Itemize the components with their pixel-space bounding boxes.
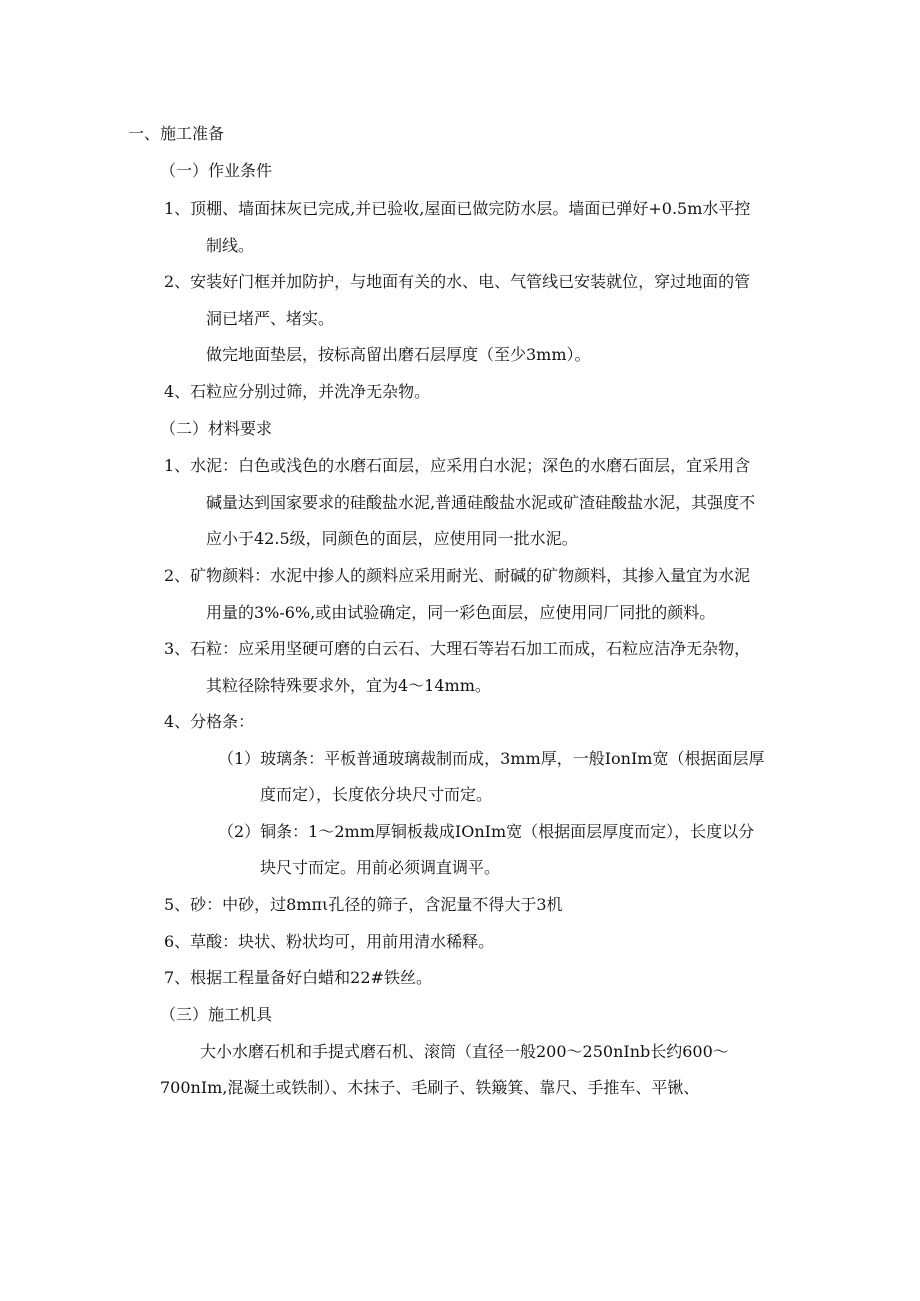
paragraph-line: 1、顶棚、墙面抹灰已完成,并已验收,屋面已做完防水层。墙面已弹好+0.5m水平控	[164, 199, 751, 218]
paragraph-line: 2、矿物颜料：水泥中掺人的颜料应采用耐光、耐碱的矿物颜料，其掺入量宜为水泥	[164, 566, 751, 585]
paragraph-line: 大小水磨石机和手提式磨石机、滚筒（直径一般200～250nInb长约600～	[200, 1042, 729, 1061]
paragraph-line: 碱量达到国家要求的硅酸盐水泥,普通硅酸盐水泥或矿渣硅酸盐水泥，其强度不	[206, 493, 756, 512]
paragraph-line: 块尺寸而定。用前必须调直调平。	[260, 858, 501, 877]
paragraph-line: 4、石粒应分别过筛，并洗净无杂物。	[164, 382, 431, 401]
paragraph-line: 1、水泥：白色或浅色的水磨石面层，应采用白水泥；深色的水磨石面层，宜采用含	[164, 456, 751, 475]
paragraph-line: 用量的3%-6%,或由试验确定，同一彩色面层，应使用同厂同批的颜料。	[206, 603, 716, 622]
paragraph-line: 度而定），长度依分块尺寸而定。	[260, 785, 493, 804]
subheading-working-conditions: （一）作业条件	[160, 161, 273, 180]
paragraph-line: 3、石粒：应采用坚硬可磨的白云石、大理石等岩石加工而成，石粒应洁净无杂物，	[164, 639, 751, 658]
paragraph-line: 其粒径除特殊要求外，宜为4～14mm。	[206, 676, 491, 695]
paragraph-line: 4、分格条：	[164, 712, 255, 731]
subheading-material-requirements: （二）材料要求	[160, 419, 273, 438]
paragraph-line: （1）玻璃条：平板普通玻璃裁制而成，3mm厚，一般IonIm宽（根据面层厚	[218, 749, 765, 768]
paragraph-line: 6、草酸：块状、粉状均可，用前用清水稀释。	[164, 932, 495, 951]
paragraph-line: 5、砂：中砂，过8mπι孔径的筛子，含泥量不得大于3机	[164, 895, 563, 914]
paragraph-line: （2）铜条：1～2mm厚铜板裁成IOnIm宽（根据面层厚度而定），长度以分	[218, 822, 755, 841]
subheading-construction-tools: （三）施工机具	[160, 1005, 273, 1024]
section-heading-construction-preparation: 一、施工准备	[128, 124, 225, 143]
paragraph-line: 700nIm,混凝土或铁制）、木抹子、毛刷子、铁簸箕、靠尺、手推车、平锹、	[160, 1078, 700, 1097]
paragraph-line: 洞已堵严、堵实。	[206, 309, 335, 328]
paragraph-line: 应小于42.5级，同颜色的面层，应使用同一批水泥。	[206, 529, 578, 548]
paragraph-line: 2、安装好门框并加防护，与地面有关的水、电、气管线已安装就位，穿过地面的管	[164, 272, 751, 291]
paragraph-line: 7、根据工程量备好白蜡和22#铁丝。	[164, 968, 432, 987]
paragraph-line: 做完地面垫层，按标高留出磨石层厚度（至少3mm）。	[206, 345, 591, 364]
paragraph-line: 制线。	[206, 236, 255, 255]
